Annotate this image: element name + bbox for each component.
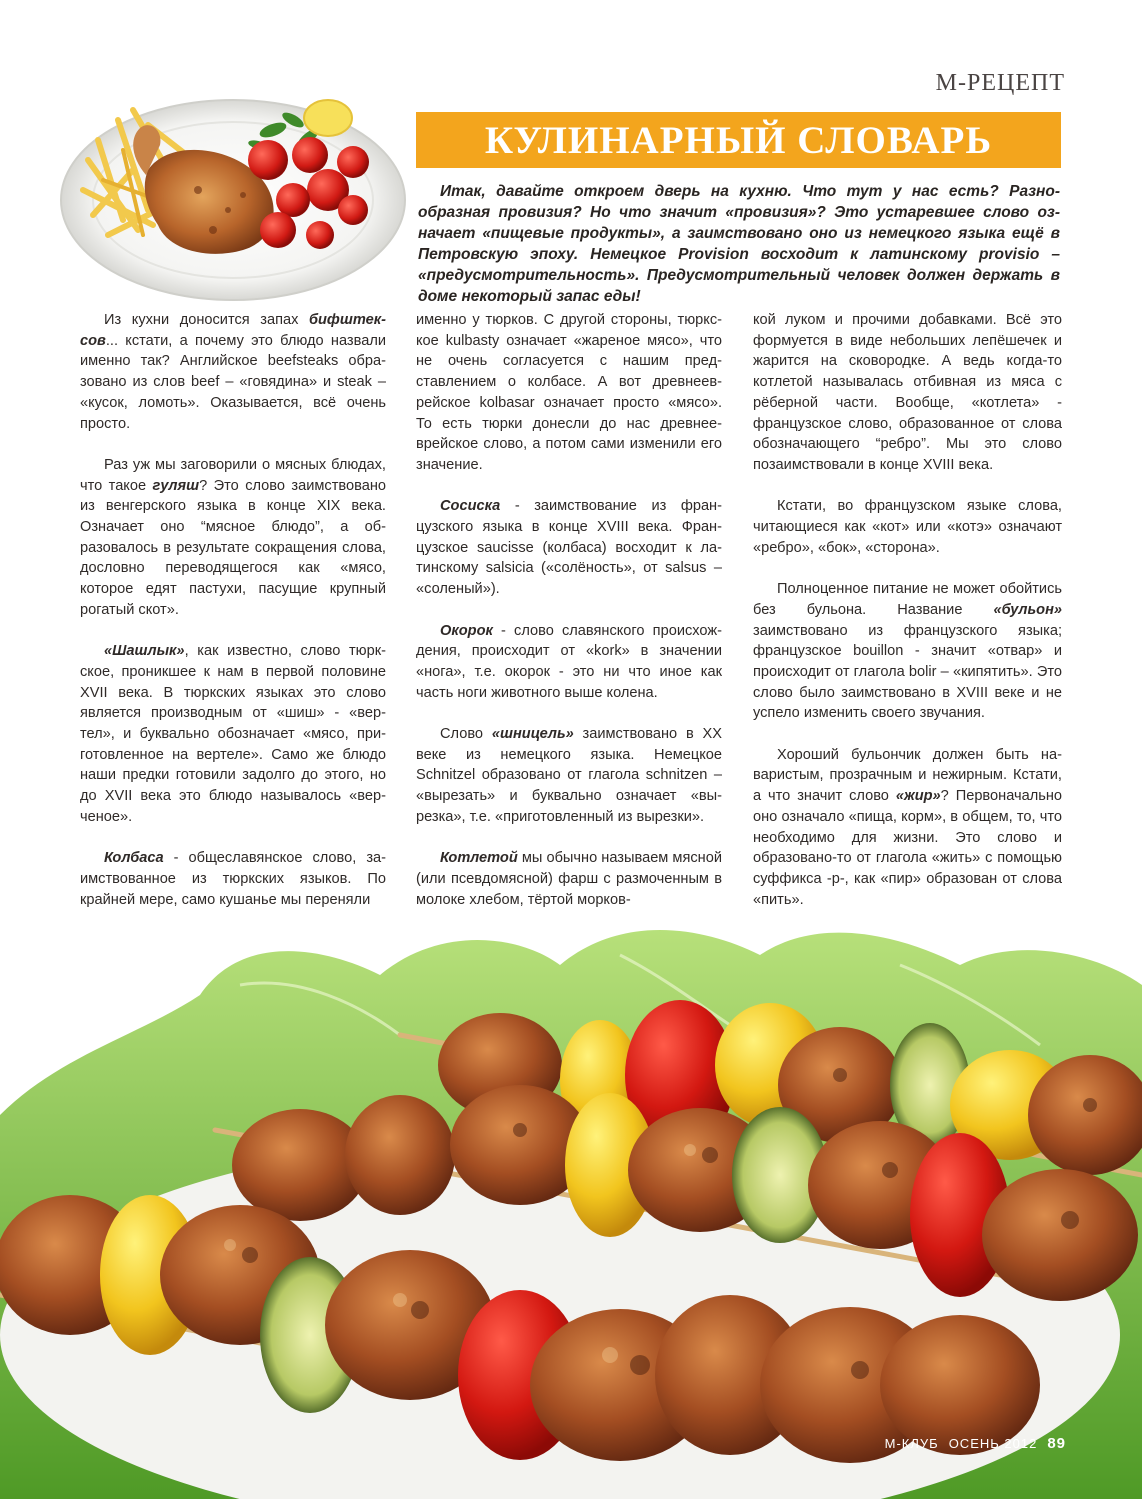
paragraph-goulash: Раз уж мы заговорили о мясных блюдах, что такое гуляш? Это слово заимствовано из венгерского языка в конце XIX века. Означает оно “мясное блюдо”, а образовалось в результате сокращения слова, дословно переводящегося как «мясо, которое едят пастухи, пасущие крупный рогатый скот». [80,456,386,618]
term-kolbasa: Колбаса [104,850,164,867]
title-bar [416,112,1061,168]
paragraph-okorok: Окорок - слово славянского происхождения, происходит от «kork» в значении «нога», т.е. окорок - это ни что иное как часть ноги животного выше колена. [416,622,722,701]
paragraph-kolbasa-cont: именно у тюрков. С другой стороны, тюркское kulbasty означает «жареное мясо», что не очень согласуется с нашим представлением о колбасе. А вот древнееврейское kolbasar означает просто «мясо». То есть тюрки донесли до нас древнееврейское слово, а потом сами изменили его значение. [416,312,722,473]
page-title: КУЛИНАРНЫЙ СЛОВАРЬ [484,118,993,162]
term-bouillon: «бульон» [993,601,1062,618]
term-sosiska: Сосиска [440,498,501,515]
intro-paragraph [418,181,1060,307]
paragraph-beefsteak: Из кухни доносится запах бифштексов... кстати, а почему это блюдо назвали именно так? Английское beefsteaks образовано из слов beef – «говядина» и steak – «кусок, ломоть». Оказывается, всё очень просто. [80,312,386,432]
term-goulash: гуляш [152,477,200,494]
issue-label: ОСЕНЬ 2012 [948,1435,1038,1451]
paragraph-kolbasa: Колбаса - общеславянское слово, заимствованное из тюркских языков. По крайней мере, само кушанье мы переняли [80,850,386,908]
paragraph-schnitzel: Слово «шницель» заимствовано в XX веке из немецкого языка. Немецкое Schnitzel образовано от глагола schnitzen – «вырезать» и буквально означает «вырезка», т.е. «приготовленный из вырезки». [416,726,722,825]
term-shashlik: «Шашлык» [104,643,185,660]
text-column-1 [80,310,386,931]
term-schnitzel: «шницель» [491,726,574,743]
page-footer [840,1431,1066,1455]
text-column-2 [416,310,722,931]
magazine-name: М-КЛУБ [884,1435,939,1451]
term-kotleta: Котлетой [440,850,518,867]
paragraph-zhir: Хороший бульончик должен быть наваристым, прозрачным и нежирным. Кстати, а что значит слово «жир»? Первоначально оно означало «пища, корм», в общем, то, что необходимо для жизни. Это слово и образовано-то от глагола «жить» с помощью суффикса -р-, как «пир» образован от слова «пить». [753,746,1063,908]
page-number: 89 [1047,1434,1066,1452]
shashlik-photo [0,915,1142,1499]
paragraph-kotleta: Котлетой мы обычно называем мясной (или псевдомясной) фарш с размоченным в молоке хлебом, тёртой морков- [416,850,722,908]
paragraph-bouillon: Полноценное питание не может обойтись без бульона. Название «бульон» заимствовано из французского языка; французское bouillon - значит «отвар» и происходит от глагола bolir – «кипятить». Это слово было заимствовано в XVIII веке и не успело изменить своего звучания. [753,581,1062,722]
section-label: М-РЕЦЕПТ [935,70,1065,96]
chicken-plate-photo [28,50,406,305]
paragraph-french-kot: Кстати, во французском языке слова, читающиеся как «кот» или «котэ» означают «ребро», «бок», «сторона». [753,498,1062,556]
intro-text: Итак, давайте откроем дверь на кухню. Что тут у нас есть? Разнообразная провизия? Но что значит «провизия»? Это устаревшее слово означает «пищевые продукты», а заимствовано оно из немецкого языка ещё в Петровскую эпоху. Немецкое Provision восходит к латинскому provisio – «предусмотрительность». Предусмотрительный человек должен держать в доме некоторый запас еды! [418,183,1060,305]
paragraph-shashlik: «Шашлык», как известно, слово тюркское, проникшее к нам в первой половине XVII века. В тюркских языках это слово является производным от «шиш» - «вертел», и буквально обозначает «мясо, приготовленное на вертеле». Само же блюдо наши предки готовили задолго до этого, но до XVII века это блюдо называлось «верченое». [80,643,386,825]
paragraph-kotleta-cont: кой луком и прочими добавками. Всё это формуется в виде небольших лепёшечек и жарится на сковородке. А ведь когда-то котлетой называлась отбивная из мяса с рёберной части. Вообще, «котлета» - французское слово, образованное от слова обозначающего “ребро”. Мы это слово позаимствовали в конце XVIII века. [753,312,1062,473]
term-okorok: Окорок [440,622,493,639]
text-column-3 [753,310,1062,931]
term-zhir: «жир» [895,788,941,805]
paragraph-sosiska: Сосиска - заимствование из французского языка в конце XVIII века. Французское saucisse (колбаса) восходит к латинскому salsicia («солёность», от salsus – «соленый»). [416,498,722,598]
term-beefsteak: бифштексов [80,312,386,349]
